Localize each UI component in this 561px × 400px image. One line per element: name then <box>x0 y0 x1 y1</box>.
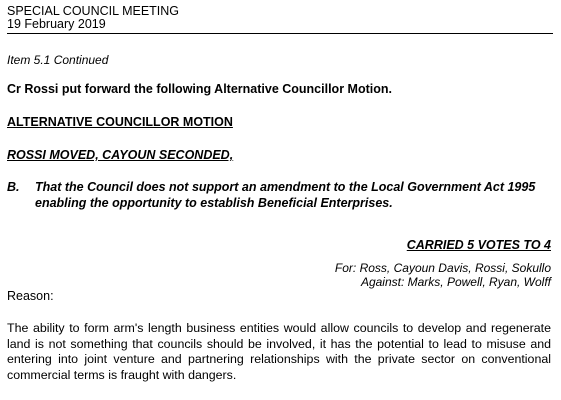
reason-text: The ability to form arm's length business entities would allow councils to develop and regenerate land is not something that councils should be involved, it has the potential to lead to misuse and entering into joint venture and partnering relationships with the private sector on conventional commercial terms is fraught with dangers. <box>7 321 551 382</box>
intro-statement: Cr Rossi put forward the following Alternative Councillor Motion. <box>7 82 392 96</box>
motion-heading: ALTERNATIVE COUNCILLOR MOTION <box>7 115 233 129</box>
meeting-title: SPECIAL COUNCIL MEETING <box>7 4 180 18</box>
item-reference: Item 5.1 Continued <box>7 53 109 67</box>
resolution-label: B. <box>7 180 20 194</box>
movers-line: ROSSI MOVED, CAYOUN SECONDED, <box>7 148 234 162</box>
votes-against: Against: Marks, Powell, Ryan, Wolff <box>360 275 551 289</box>
meeting-date: 19 February 2019 <box>7 17 106 31</box>
page-header <box>7 5 553 34</box>
votes-for: For: Ross, Cayoun Davis, Rossi, Sokullo <box>334 261 551 275</box>
carried-result: CARRIED 5 VOTES TO 4 <box>406 238 551 252</box>
reason-label: Reason: <box>7 289 54 303</box>
resolution-text: That the Council does not support an amendment to the Local Government Act 1995 enabling the opportunity to establish Beneficial Enterprises. <box>35 180 536 210</box>
